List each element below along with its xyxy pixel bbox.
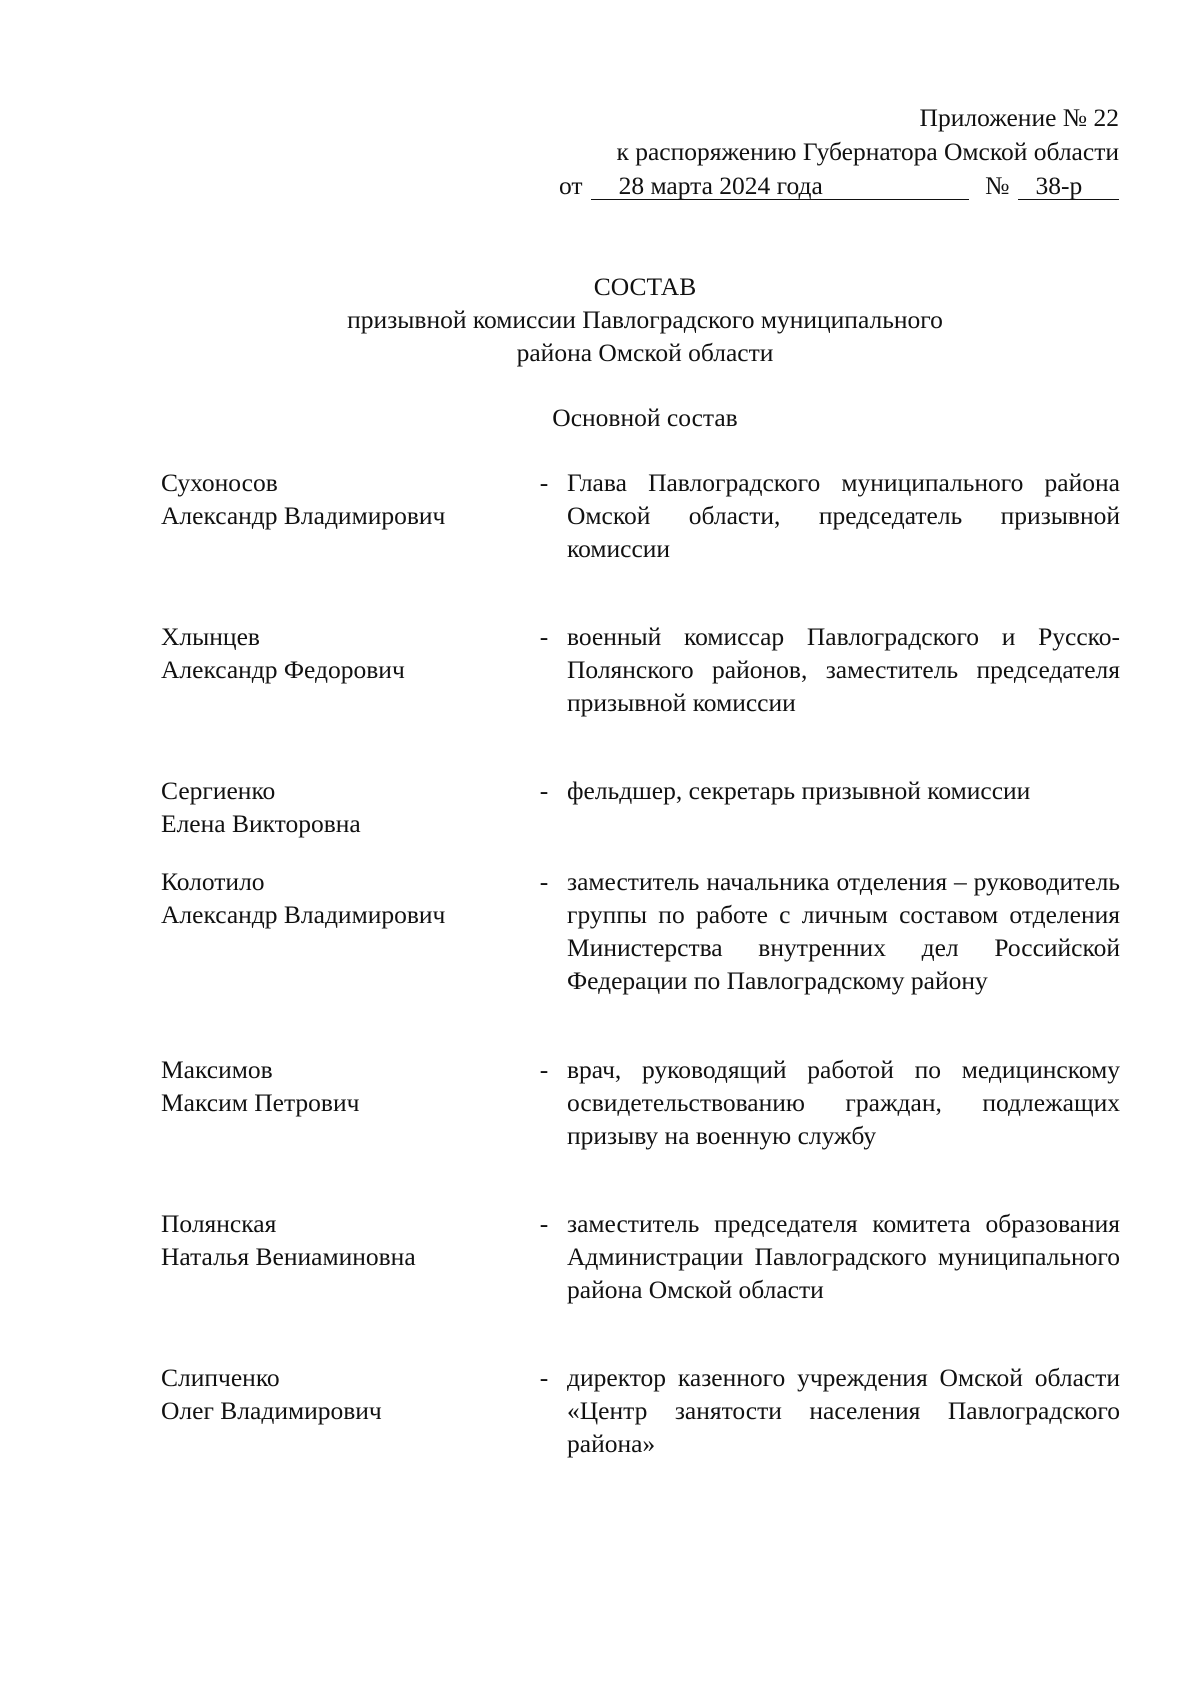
- member-entry: [161, 774, 1121, 840]
- member-dash: -: [539, 468, 549, 497]
- member-role: директор казенного учреждения Омской области «Центр занятости населения Павлоградского района»: [567, 1363, 1120, 1458]
- member-given-names: Александр Владимирович: [161, 900, 446, 929]
- member-surname: Слипченко: [161, 1363, 280, 1392]
- member-entry: [161, 1207, 1121, 1306]
- member-given-names: Елена Викторовна: [161, 809, 361, 838]
- member-role: врач, руководящий работой по медицинскому освидетельствованию граждан, подлежащих призыву на военную службу: [567, 1055, 1120, 1150]
- member-role: фельдшер, секретарь призывной комиссии: [567, 776, 1031, 805]
- member-surname: Хлынцев: [161, 622, 260, 651]
- member-name: [161, 620, 521, 719]
- member-name: [161, 865, 521, 997]
- member-given-names: Максим Петрович: [161, 1088, 360, 1117]
- member-entry: [161, 620, 1121, 719]
- document-title: [0, 270, 1200, 369]
- appendix-number: Приложение № 22: [919, 103, 1119, 132]
- member-dash: -: [539, 1363, 549, 1392]
- title-line-1: призывной комиссии Павлоградского муниципального: [347, 305, 943, 334]
- member-name: [161, 774, 521, 840]
- member-surname: Максимов: [161, 1055, 273, 1084]
- member-surname: Сухоносов: [161, 468, 278, 497]
- order-date: 28 марта 2024 года: [591, 173, 970, 200]
- member-given-names: Александр Федорович: [161, 655, 405, 684]
- member-given-names: Александр Владимирович: [161, 501, 446, 530]
- member-entry: [161, 865, 1121, 997]
- appendix-reference: к распоряжению Губернатора Омской области: [616, 137, 1119, 166]
- member-name: [161, 1053, 521, 1152]
- member-role: военный комиссар Павлоградского и Русско-Полянского районов, заместитель председателя призывной комиссии: [567, 622, 1120, 717]
- appendix-header: [559, 101, 1119, 203]
- member-given-names: Наталья Вениаминовна: [161, 1242, 416, 1271]
- member-dash: -: [539, 776, 549, 805]
- member-dash: -: [539, 867, 549, 896]
- title-line-2: района Омской области: [516, 338, 774, 367]
- member-name: [161, 466, 521, 565]
- member-dash: -: [539, 1209, 549, 1238]
- order-date-line: [559, 169, 1119, 203]
- member-entry: [161, 1361, 1121, 1460]
- member-entry: [161, 466, 1121, 565]
- number-sign: №: [985, 171, 1010, 200]
- member-entry: [161, 1053, 1121, 1152]
- date-prefix: от: [559, 171, 583, 200]
- members-list: [161, 466, 1121, 1460]
- order-number: 38-р: [1018, 173, 1119, 200]
- member-name: [161, 1361, 521, 1460]
- member-name: [161, 1207, 521, 1306]
- member-surname: Сергиенко: [161, 776, 276, 805]
- member-dash: -: [539, 1055, 549, 1084]
- member-dash: -: [539, 622, 549, 651]
- member-role: заместитель председателя комитета образования Администрации Павлоградского муниципального района Омской области: [567, 1209, 1120, 1304]
- title-heading: СОСТАВ: [593, 272, 697, 301]
- member-given-names: Олег Владимирович: [161, 1396, 382, 1425]
- member-role: Глава Павлоградского муниципального района Омской области, председатель призывной комиссии: [567, 468, 1120, 563]
- member-surname: Колотило: [161, 867, 265, 896]
- section-title: Основной состав: [552, 403, 738, 432]
- member-surname: Полянская: [161, 1209, 277, 1238]
- member-role: заместитель начальника отделения – руководитель группы по работе с личным составом отделения Министерства внутренних дел Российской Федерации по Павлоградскому району: [567, 867, 1120, 995]
